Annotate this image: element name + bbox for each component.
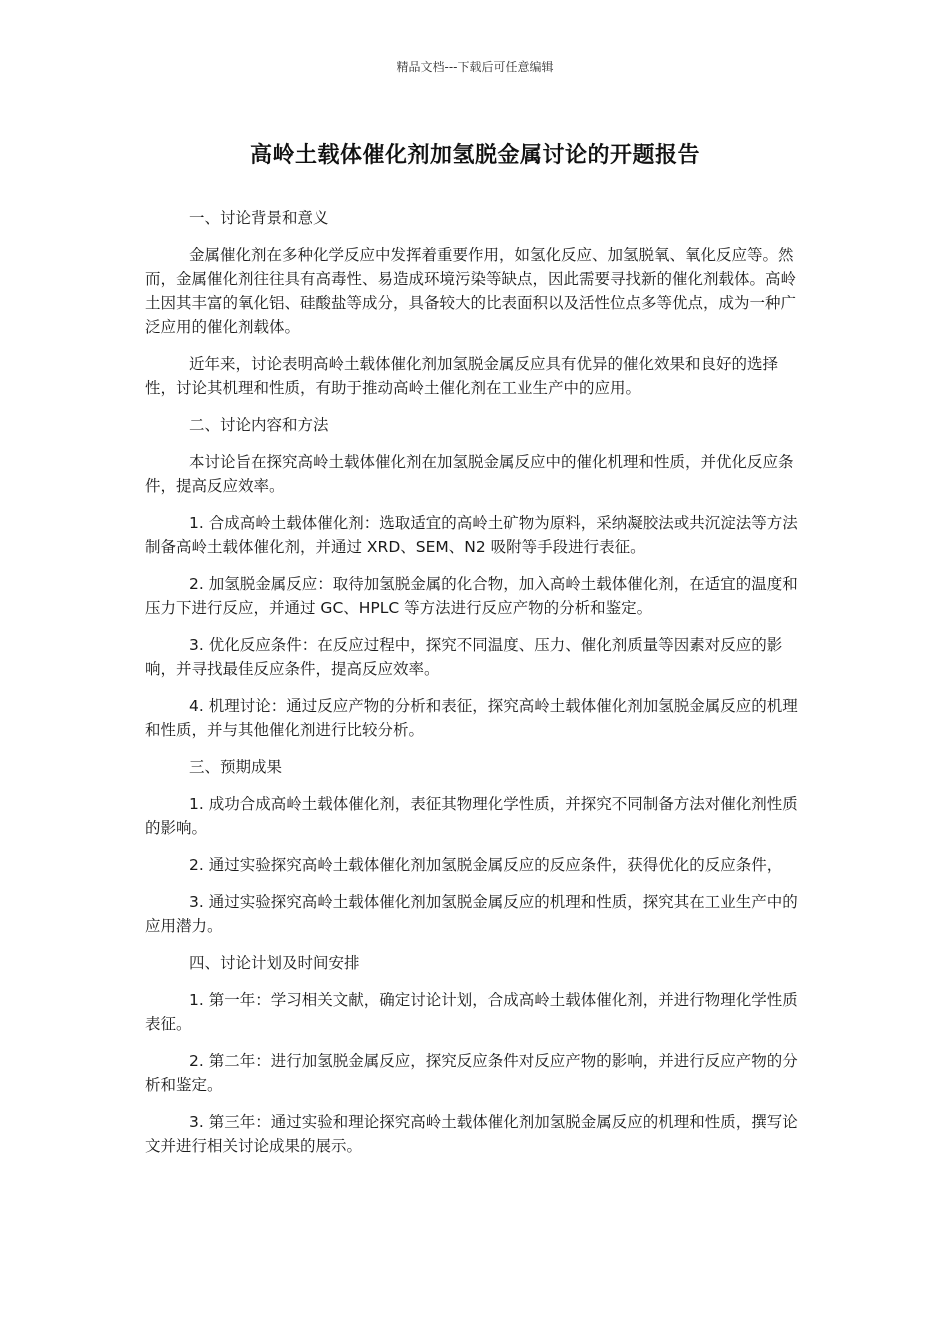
section-heading-content-methods: 二、讨论内容和方法 <box>189 416 329 434</box>
list-item: 4. 机理讨论：通过反应产物的分析和表征，探究高岭土载体催化剂加氢脱金属反应的机理和性质，并与其他催化剂进行比较分析。 <box>145 697 798 739</box>
document-body <box>145 206 805 1171</box>
list-item: 2. 第二年：进行加氢脱金属反应，探究反应条件对反应产物的影响，并进行反应产物的分析和鉴定。 <box>145 1052 798 1094</box>
list-item: 3. 通过实验探究高岭土载体催化剂加氢脱金属反应的机理和性质，探究其在工业生产中的应用潜力。 <box>145 893 798 935</box>
page-header-note: 精品文档---下载后可任意编辑 <box>396 60 554 74</box>
list-item: 3. 第三年：通过实验和理论探究高岭土载体催化剂加氢脱金属反应的机理和性质，撰写论文并进行相关讨论成果的展示。 <box>145 1113 798 1155</box>
document-title: 高岭土载体催化剂加氢脱金属讨论的开题报告 <box>249 143 700 168</box>
section-heading-background: 一、讨论背景和意义 <box>189 209 329 227</box>
paragraph: 金属催化剂在多种化学反应中发挥着重要作用，如氢化反应、加氢脱氧、氧化反应等。然而，金属催化剂往往具有高毒性、易造成环境污染等缺点，因此需要寻找新的催化剂载体。高岭土因其丰富的氧化铝、硅酸盐等成分，具备较大的比表面积以及活性位点多等优点，成为一种广泛应用的催化剂载体。 <box>145 246 797 336</box>
list-item: 1. 成功合成高岭土载体催化剂，表征其物理化学性质，并探究不同制备方法对催化剂性质的影响。 <box>145 795 798 837</box>
list-item: 2. 加氢脱金属反应：取待加氢脱金属的化合物，加入高岭土载体催化剂，在适宜的温度和压力下进行反应，并通过 GC、HPLC 等方法进行反应产物的分析和鉴定。 <box>145 575 798 617</box>
list-item: 2. 通过实验探究高岭土载体催化剂加氢脱金属反应的反应条件，获得优化的反应条件， <box>189 856 783 874</box>
paragraph: 近年来，讨论表明高岭土载体催化剂加氢脱金属反应具有优异的催化效果和良好的选择性，讨论其机理和性质，有助于推动高岭土催化剂在工业生产中的应用。 <box>145 355 779 397</box>
section-heading-expected-results: 三、预期成果 <box>189 758 283 776</box>
list-item: 3. 优化反应条件：在反应过程中，探究不同温度、压力、催化剂质量等因素对反应的影响，并寻找最佳反应条件，提高反应效率。 <box>145 636 783 678</box>
paragraph: 本讨论旨在探究高岭土载体催化剂在加氢脱金属反应中的催化机理和性质，并优化反应条件，提高反应效率。 <box>145 453 794 495</box>
list-item: 1. 第一年：学习相关文献，确定讨论计划，合成高岭土载体催化剂，并进行物理化学性质表征。 <box>145 991 798 1033</box>
section-heading-schedule: 四、讨论计划及时间安排 <box>189 954 360 972</box>
list-item: 1. 合成高岭土载体催化剂：选取适宜的高岭土矿物为原料，采纳凝胶法或共沉淀法等方法制备高岭土载体催化剂，并通过 XRD、SEM、N2 吸附等手段进行表征。 <box>145 514 798 556</box>
